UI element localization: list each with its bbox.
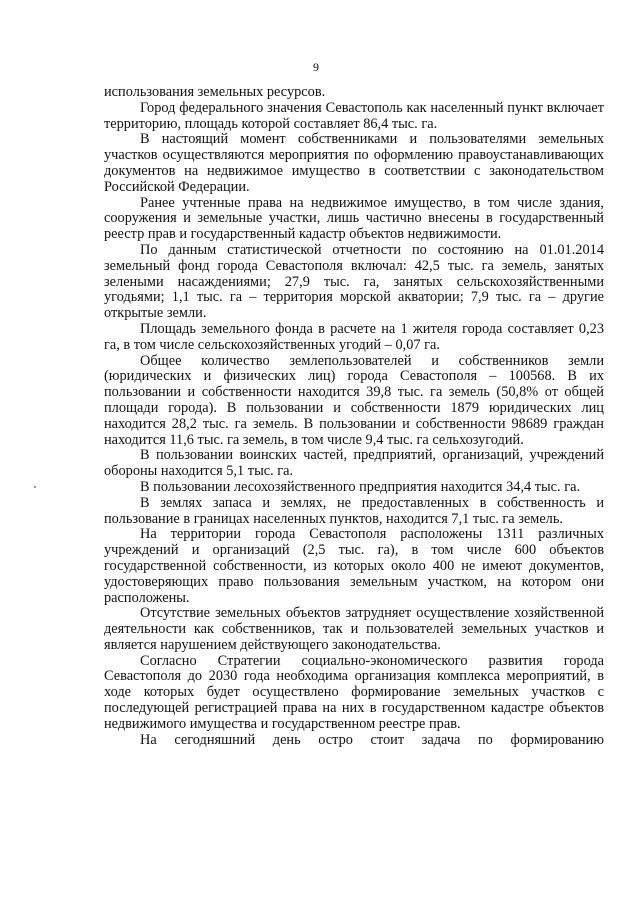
paragraph: Общее количество землепользователей и собственников земли (юридических и физических лиц) города Севастополя – 100568. В их пользовании и собственности находится 39,8 тыс. га земель (50,8% от общей площади города). В пользовании и собственности 1879 юридических лиц находится 28,2 тыс. га земель. В пользовании и собственности 98689 граждан находится 11,6 тыс. га земель, в том числе 9,4 тыс. га сельхозугодий. [104, 352, 604, 448]
document-body [104, 85, 604, 748]
paragraph: В пользовании воинских частей, предприятий, организаций, учреждений обороны находится 5,1 тыс. га. [104, 447, 604, 480]
paragraph: Площадь земельного фонда в расчете на 1 жителя города составляет 0,23 га, в том числе сельскохозяйственных угодий – 0,07 га. [104, 320, 604, 353]
scan-mark [34, 486, 36, 488]
paragraph: На сегодняшний день остро стоит задача по формированию [140, 731, 604, 748]
paragraph: В землях запаса и землях, не предоставленных в собственность и пользование в границах населенных пунктов, находится 7,1 тыс. га земель. [104, 494, 604, 527]
paragraph: Согласно Стратегии социально-экономического развития города Севастополя до 2030 года необходима организация комплекса мероприятий, в ходе которых будет осуществлено формирование земельных участков с последующей регистрацией права на них в государственном кадастре объектов недвижимого имущества и государственном реестре прав. [104, 652, 604, 732]
paragraph: На территории города Севастополя расположены 1311 различных учреждений и организаций (2,5 тыс. га), в том числе 600 объектов государственной собственности, из которых около 400 не имеют документов, удостоверяющих право пользования земельным участком, на котором они расположены. [104, 526, 604, 606]
page-number: 9 [313, 60, 319, 74]
paragraph: Ранее учтенные права на недвижимое имущество, в том числе здания, сооружения и земельные участки, лишь частично внесены в государственный реестр прав и государственный кадастр объектов недвижимости. [104, 194, 604, 243]
paragraph: В настоящий момент собственниками и пользователями земельных участков осуществляются мероприятия по оформлению правоустанавливающих документов на недвижимое имущество в соответствии с законодательством Российской Федерации. [104, 131, 604, 195]
paragraph: Отсутствие земельных объектов затрудняет осуществление хозяйственной деятельности как собственников, так и пользователей земельных участков и является нарушением действующего законодательства. [104, 605, 604, 653]
paragraph: использования земельных ресурсов. [104, 84, 326, 100]
paragraph: По данным статистической отчетности по состоянию на 01.01.2014 земельный фонд города Севастополя включал: 42,5 тыс. га земель, занятых зелеными насаждениями; 27,9 тыс. га, занятых сельскохозяйственными угодьями; 1,1 тыс. га – территория морской акватории; 7,9 тыс. га – другие открытые земли. [104, 241, 604, 322]
paragraph: В пользовании лесохозяйственного предприятия находится 34,4 тыс. га. [140, 478, 581, 495]
paragraph: Город федерального значения Севастополь как населенный пункт включает территорию, площадь которой составляет 86,4 тыс. га. [104, 99, 604, 132]
